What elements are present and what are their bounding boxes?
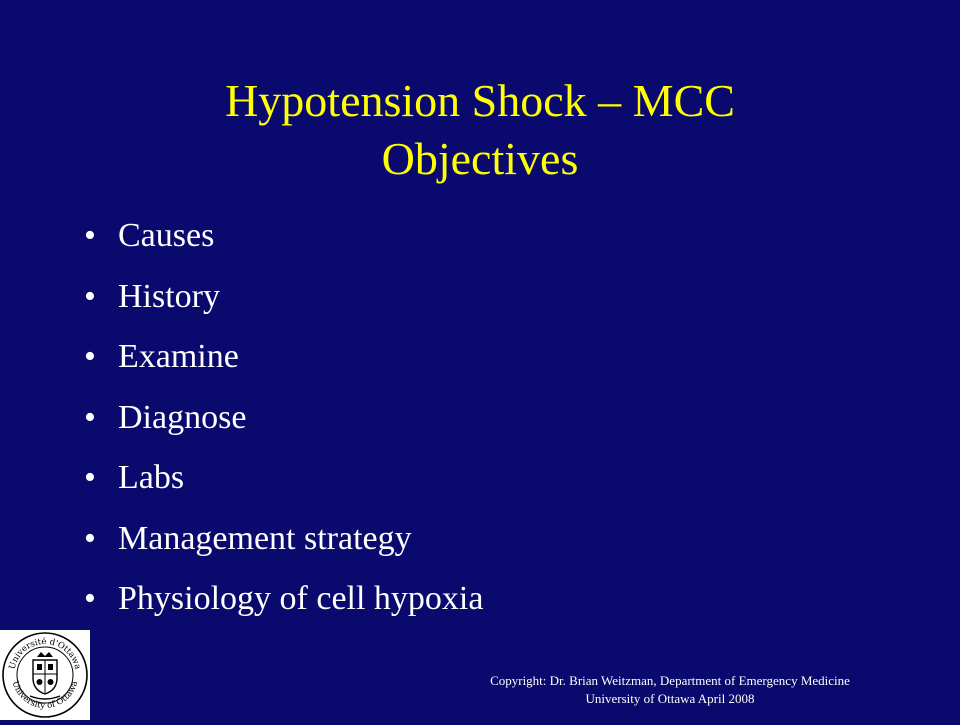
list-item (84, 327, 483, 388)
footer-line-1: Copyright: Dr. Brian Weitzman, Department of Emergency Medicine (490, 673, 850, 688)
objectives-list (84, 206, 483, 630)
bullet-icon: • (84, 217, 96, 254)
list-item-text: Physiology of cell hypoxia (118, 580, 484, 617)
bullet-icon: • (84, 459, 96, 496)
seal-text-top: Université d'Ottawa (7, 636, 83, 671)
list-item-text: History (118, 277, 220, 315)
list-item (84, 267, 483, 328)
list-item-text: Diagnose (118, 398, 247, 436)
seal-text-bottom: University of Ottawa (9, 679, 81, 712)
bullet-icon: • (84, 580, 96, 617)
list-item (84, 569, 483, 630)
footer-line-2: University of Ottawa April 2008 (585, 691, 755, 706)
bullet-icon: • (84, 277, 96, 315)
copyright-footer (400, 672, 940, 708)
seal-graphic (0, 630, 90, 720)
list-item (84, 206, 483, 267)
list-item (84, 509, 483, 570)
list-item (84, 388, 483, 449)
list-item (84, 448, 483, 509)
slide-title-line-1: Hypotension Shock – MCC (225, 75, 735, 126)
slide-title-line-2: Objectives (381, 133, 579, 184)
list-item-text: Causes (118, 217, 215, 254)
bullet-icon: • (84, 398, 96, 436)
bullet-icon: • (84, 519, 96, 557)
list-item-text: Examine (118, 338, 239, 375)
list-item-text: Management strategy (118, 519, 412, 557)
university-seal-icon (0, 630, 90, 720)
list-item-text: Labs (118, 459, 185, 496)
slide-title (0, 72, 960, 188)
bullet-icon: • (84, 338, 96, 375)
